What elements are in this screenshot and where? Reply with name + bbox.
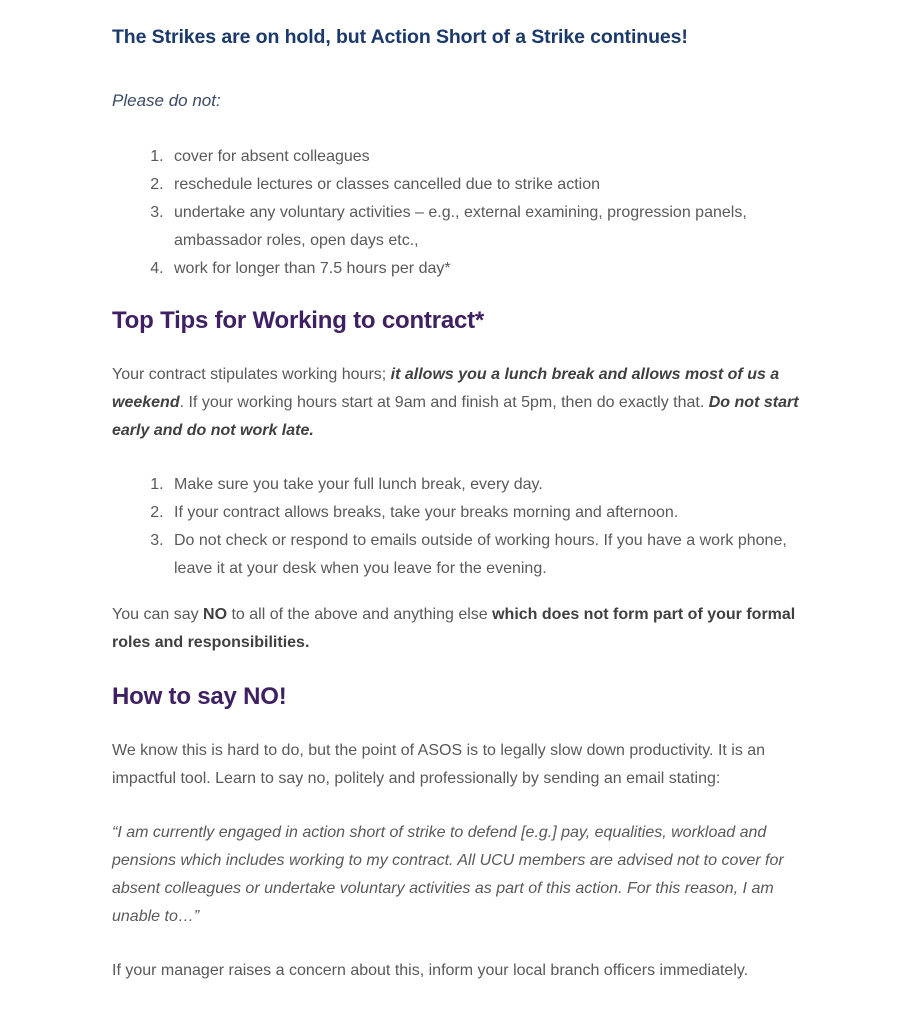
intro-label: Please do not: <box>112 91 221 110</box>
asos-paragraph: We know this is hard to do, but the point of ASOS is to legally slow down productivity. It is an impactful tool. Learn to say no, politely and professionally by sending an email stating: <box>112 742 766 787</box>
tips-list <box>112 471 803 583</box>
say-no-paragraph <box>112 601 803 657</box>
text-run: NO <box>203 606 228 623</box>
text-run: Your contract stipulates working hours; <box>112 366 391 383</box>
list-item: 1. cover for absent colleagues <box>168 143 803 171</box>
text-run: which does not form part of your formal roles and responsibilities. <box>112 606 796 651</box>
section-heading-top-tips: Top Tips for Working to contract* <box>112 307 485 334</box>
do-not-list <box>112 143 803 283</box>
main-title: The Strikes are on hold, but Action Short of a Strike continues! <box>112 26 688 48</box>
list-item: 3. undertake any voluntary activities – e.g., external examining, progression panels, ambassador roles, open days etc., <box>168 199 803 255</box>
text-run: to all of the above and anything else <box>227 606 493 623</box>
text-run: Do not start early and do not work late. <box>112 394 799 439</box>
text-run: it allows you a lunch break and allows most of us a weekend <box>112 366 780 411</box>
list-item: 2. reschedule lectures or classes cancelled due to strike action <box>168 171 803 199</box>
section-heading-how-to-say-no: How to say NO! <box>112 683 287 710</box>
list-item: 1. Make sure you take your full lunch break, every day. <box>168 471 803 499</box>
text-run: You can say <box>112 606 204 623</box>
contract-hours-paragraph <box>112 361 803 445</box>
list-item: 4. work for longer than 7.5 hours per day* <box>168 255 803 283</box>
list-item: 3. Do not check or respond to emails outside of working hours. If you have a work phone, leave it at your desk when you leave for the evening. <box>168 527 803 583</box>
list-item: 2. If your contract allows breaks, take your breaks morning and afternoon. <box>168 499 803 527</box>
text-run: . If your working hours start at 9am and finish at 5pm, then do exactly that. <box>179 394 709 411</box>
closing-paragraph: If your manager raises a concern about this, inform your local branch officers immediately. <box>112 962 749 979</box>
email-quote-paragraph: “I am currently engaged in action short of strike to defend [e.g.] pay, equalities, workload and pensions which includes working to my contract. All UCU members are advised not to cover for absent colleagues or undertake voluntary activities as part of this action. For this reason, I am unable to…” <box>112 824 784 925</box>
